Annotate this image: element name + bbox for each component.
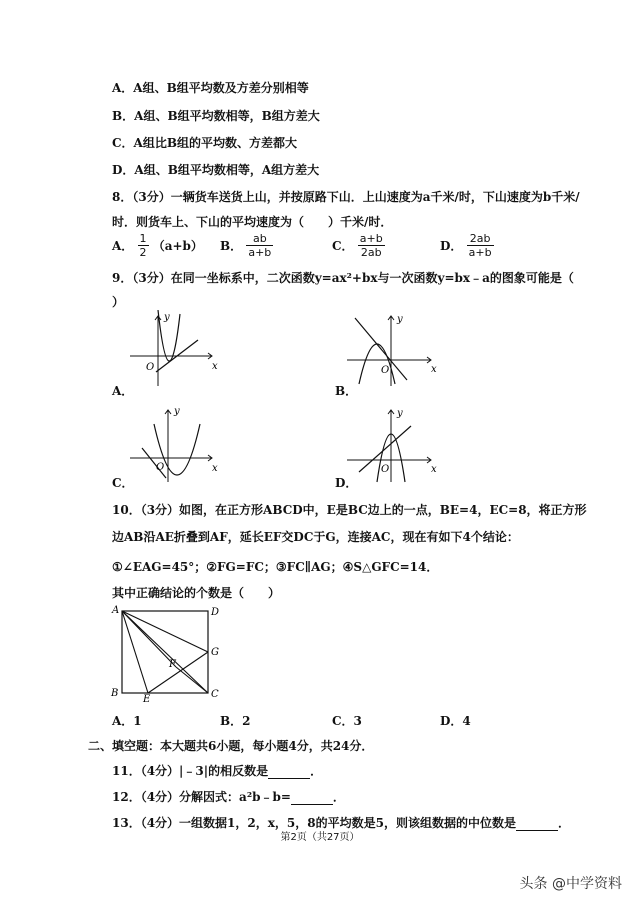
q11-answer-blank[interactable] (268, 766, 310, 779)
point-e-label: E (143, 694, 151, 703)
y-axis-label: y (397, 408, 403, 419)
origin-label: O (156, 462, 165, 473)
x-axis-label: x (431, 464, 437, 475)
x-axis-label: x (212, 463, 218, 474)
q8-stem-line1: 8．（3分）一辆货车送货上山，并按原路下山．上山速度为a千米/时，下山速度为b千米/ (112, 190, 580, 204)
section-fill-in-heading: 二、填空题：本大题共6小题，每小题4分，共24分． (88, 739, 374, 753)
point-g-label: G (211, 647, 219, 658)
q8-b-den: a+b (248, 246, 272, 259)
segment-eg (148, 652, 208, 693)
q10-option-a: A．1 (112, 714, 142, 728)
q8-option-b (220, 232, 273, 259)
q12-answer-blank[interactable] (291, 792, 333, 805)
q10-conclusions: ①∠EAG=45°；②FG=FC；③FC∥AG；④S△GFC=14． (112, 560, 439, 574)
q7-option-d: D．A组、B组平均数相等，A组方差大 (112, 163, 320, 177)
q10-question: 其中正确结论的个数是（ ） (112, 586, 281, 600)
segment-af (122, 611, 176, 667)
x-axis-label: x (212, 361, 218, 372)
q8-c-num: a+b (359, 232, 383, 245)
q8-d-den: a+b (468, 246, 492, 259)
watermark: 头条 @中学资料 (519, 876, 622, 892)
q9-graph-a (128, 310, 218, 390)
q12 (112, 789, 345, 805)
q8-option-d (440, 232, 494, 259)
q11 (112, 763, 322, 779)
q8-option-b-fraction (246, 232, 273, 259)
q9-stem-line1: 9．（3分）在同一坐标系中，二次函数y=ax²+bx与一次函数y=bx﹣a的图象可能是（ (112, 271, 574, 285)
q8-option-c (332, 232, 385, 259)
q11-period: ． (310, 764, 323, 778)
q10-option-d: D．4 (440, 714, 471, 728)
q9-graph-d-label: D． (335, 476, 358, 490)
y-axis-label: y (174, 406, 180, 417)
q13-text: 13．（4分）一组数据1，2，x，5，8的平均数是5，则该组数据的中位数是 (112, 816, 516, 830)
q8-option-c-letter: C． (332, 239, 354, 253)
y-axis-label: y (164, 312, 170, 323)
q9-graph-a-label: A． (112, 384, 134, 398)
q8-option-a-letter: A． (112, 239, 134, 253)
q8-option-b-letter: B． (220, 239, 243, 253)
q9-graph-c (128, 404, 218, 484)
segment-ag (122, 611, 208, 652)
q8-option-a (112, 232, 203, 259)
q8-option-a-fraction (138, 232, 149, 259)
q12-text: 12．（4分）分解因式：a²b﹣b= (112, 790, 291, 804)
q8-d-num: 2ab (467, 232, 494, 246)
q10-options (112, 712, 532, 728)
q8-c-den: 2ab (360, 246, 382, 259)
q9-graph-d (345, 404, 440, 484)
y-axis-label: y (397, 314, 403, 325)
q8-option-c-fraction (358, 232, 385, 259)
parabola (359, 344, 395, 384)
q10-stem-line2: 边AB沿AE折叠到AF，延长EF交DC于G，连接AC，现在有如下4个结论： (112, 530, 519, 544)
q8-a-num: 1 (139, 232, 147, 245)
point-c-label: C (211, 689, 219, 700)
q9-graph-b (345, 310, 440, 390)
q8-option-d-letter: D． (440, 239, 463, 253)
q8-stem-line2: 时．则货车上、下山的平均速度为（ ）千米/时． (112, 215, 393, 229)
q10-square-figure (108, 603, 220, 703)
q8-options (112, 232, 532, 262)
q9-graph-c-label: C． (112, 476, 134, 490)
q9-stem-line2: ） (112, 295, 125, 309)
q12-period: ． (332, 790, 345, 804)
q7-option-b: B．A组、B组平均数相等，B组方差大 (112, 109, 320, 123)
origin-label: O (381, 365, 390, 376)
q9-graph-b-label: B． (335, 384, 358, 398)
origin-label: O (146, 362, 155, 373)
origin-label: O (381, 464, 390, 475)
q11-text: 11．（4分）|﹣3|的相反数是 (112, 764, 269, 778)
point-f-label: F (169, 659, 176, 670)
q10-stem-line1: 10．（3分）如图，在正方形ABCD中，E是BC边上的一点，BE=4，EC=8，将正方形 (112, 503, 587, 517)
q10-option-c: C．3 (332, 714, 362, 728)
point-a-label: A (112, 605, 120, 616)
q13-period: ． (557, 816, 570, 830)
q7-option-a: A．A组、B组平均数及方差分别相等 (112, 81, 309, 95)
segment-fc (176, 667, 208, 693)
x-axis-label: x (431, 364, 437, 375)
point-d-label: D (211, 607, 220, 618)
q8-option-d-fraction (467, 232, 494, 259)
q8-option-a-tail: （a+b） (152, 239, 203, 253)
q7-option-c: C．A组比B组的平均数、方差都大 (112, 136, 298, 150)
point-b-label: B (111, 688, 119, 699)
q10-option-b: B．2 (220, 714, 251, 728)
q8-a-den: 2 (139, 246, 147, 259)
q8-b-num: ab (246, 232, 273, 246)
page-footer: 第2页（共27页） (280, 832, 360, 843)
